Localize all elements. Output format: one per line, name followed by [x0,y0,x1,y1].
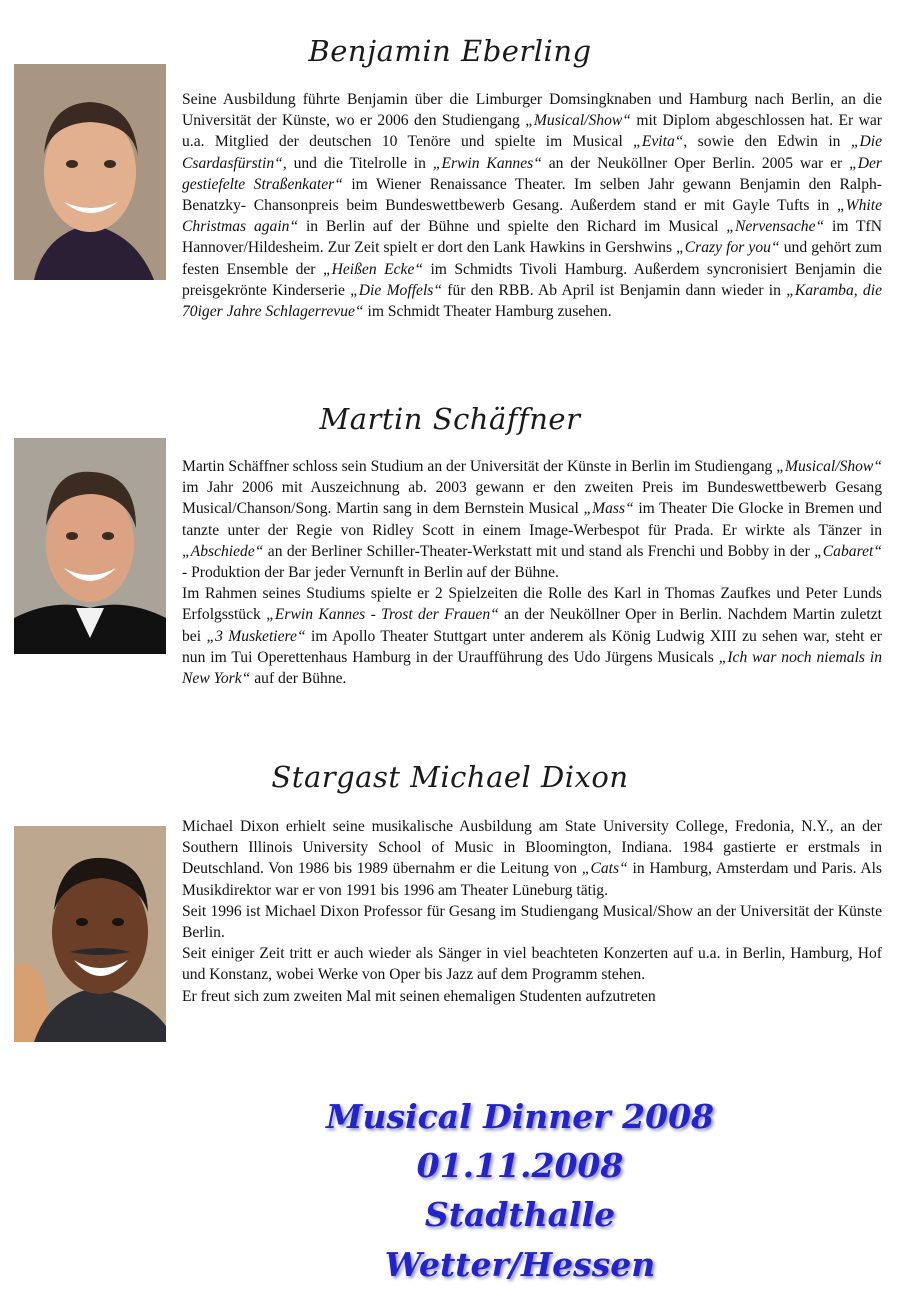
bio-text: im Apollo Theater Stuttgart unter anderem als König Ludwig XIII zu sehen war, steht er nun im Tui Operettenhaus Hamburg in der Uraufführung des Udo Jürgens Musicals [182,627,883,666]
bio-text: Martin Schäffner schloss sein Studium an der Universität der Künste in Berlin im Studiengang [182,458,777,475]
bio-text: im Schmidts Tivoli Hamburg. Außerdem syncronisiert Benjamin die preisgekrönte Kinderserie [182,260,883,299]
bio-paragraph [182,89,882,322]
bio-paragraph [182,986,882,1007]
bio-text: Seit 1996 ist Michael Dixon Professor für Gesang im Studiengang Musical/Show an der Universität der Künste Berlin. [182,902,882,942]
performer-name-martin-schaeffner: Martin Schäffner [319,402,581,436]
work-title: „Ich war noch niemals in New York“ [182,648,882,688]
work-title: „Der gestiefelte Straßenkater“ [182,154,882,193]
work-title: „Die Moffels“ [350,281,443,299]
work-title: „Mass“ [583,500,634,518]
performer-bio-benjamin-eberling [182,89,882,322]
bio-paragraph [182,583,882,689]
bio-text: im Jahr 2006 mit Auszeichnung ab. 2003 gewann er den zweiten Preis im Bundeswettbewerb Gesang Musical/Chanson/Song. Martin sang in dem Bernstein Musical [182,479,882,518]
bio-text: an der Berliner Schiller-Theater-Werkstatt mit und stand als Frenchi und Bobby in der [263,542,815,560]
performer-bio-martin-schaeffner [182,456,882,689]
bio-text: im Theater Die Glocke in Bremen und tanzte unter der Regie von Ridley Scott in einem Image-Werbespot für Prada. Er wirkte als Tänzer in [182,500,882,539]
bio-text: im TfN Hannover/Hildesheim. Zur Zeit spielt er dort den Lank Hawkins in Gershwins [182,218,882,257]
work-title: „Crazy for you“ [676,239,780,257]
work-title: „Cats“ [581,860,628,878]
bio-paragraph [182,901,882,943]
bio-paragraph [182,816,882,901]
portrait-photo-michael-dixon [14,826,166,1042]
work-title: „Heißen Ecke“ [322,260,424,278]
bio-text: im Schmidt Theater Hamburg zusehen. [363,303,612,321]
work-title: „Musical/Show“ [525,112,631,130]
work-title: „Abschiede“ [182,542,264,560]
work-title: „Erwin Kannes“ [432,154,542,172]
event-venue: Stadthalle Wetter/Hessen [384,1195,656,1284]
bio-text: im Wiener Renaissance Theater. Im selben Jahr gewann Benjamin den Ralph-Benatzky- Chansonpreis beim Bundeswettbewerb Gesang. Außerdem stand er mit Gayle Tufts in [182,175,882,215]
bio-text: Seine Ausbildung führte Benjamin über die Limburger Domsingknaben und Hamburg nach Berlin, an die Universität der Künste, wo er 2006 den Studiengang [182,91,882,130]
performer-name-benjamin-eberling: Benjamin Eberling [308,34,592,68]
portrait-photo-benjamin-eberling [14,64,166,280]
work-title: „Evita“ [633,133,684,151]
performer-name-michael-dixon: Stargast Michael Dixon [271,760,629,794]
bio-text: - Produktion der Bar jeder Vernunft in Berlin auf der Bühne. [182,564,559,582]
portrait-photo-martin-schaeffner [14,438,166,654]
event-date: 01.11.2008 [416,1146,624,1185]
work-title: „Nervensache“ [726,218,825,236]
bio-text: in Hamburg, Amsterdam und Paris. Als Musikdirektor war er von 1991 bis 1996 am Theater Lüneburg tätig. [182,860,883,899]
bio-text: und gehört zum festen Ensemble der [182,239,882,278]
work-title: „Musical/Show“ [776,458,882,475]
bio-text: in Berlin auf der Bühne und spielte den Richard im Musical [298,218,727,236]
bio-text: mit Diplom abgeschlossen hat. Er war u.a. Mitglied der deutschen 10 Tenöre und spielte im Musical [182,112,882,151]
bio-text: Er freut sich zum zweiten Mal mit seinen ehemaligen Studenten aufzutreten [182,987,656,1005]
work-title: „Cabaret“ [814,542,882,560]
event-title: Musical Dinner 2008 [326,1097,714,1136]
bio-text: Seit einiger Zeit tritt er auch wieder als Sänger in viel beachteten Konzerten auf u.a. in Berlin, Hamburg, Hof und Konstanz, wobei Werke von Oper bis Jazz auf dem Programm stehen. [182,945,882,984]
work-title: „Die Csardasfürstin“ [182,133,882,172]
bio-text: auf der Bühne. [250,670,347,688]
bio-text: an der Neuköllner Oper in Berlin. Nachdem Martin zuletzt bei [182,606,882,645]
bio-text: für den RBB. Ab April ist Benjamin dann wieder in [442,281,787,299]
bio-text: Im Rahmen seines Studiums spielte er 2 Spielzeiten die Rolle des Karl in Thomas Zaufkes und Peter Lunds Erfolgsstück [182,585,882,624]
work-title: „Erwin Kannes - Trost der Frauen“ [266,606,499,624]
bio-text: Michael Dixon erhielt seine musikalische Ausbildung am State University College, Fredonia, N.Y., an der Southern Illinois University School of Music in Bloomington, Indiana. 1984 gastierte er erstmals in Deutschland. Von 1986 bis 1989 übernahm er die Leitung von [182,818,882,878]
bio-paragraph [182,943,882,985]
bio-text: , sowie den Edwin in [683,133,851,151]
work-title: „White Christmas again“ [182,197,882,236]
bio-paragraph [182,456,882,583]
work-title: „Karamba, die 70iger Jahre Schlagerrevue“ [182,281,882,321]
bio-text: an der Neuköllner Oper Berlin. 2005 war er [541,154,850,172]
performer-bio-michael-dixon [182,816,882,1007]
work-title: „3 Musketiere“ [206,627,306,645]
bio-text: , und die Titelrolle in [282,154,433,172]
